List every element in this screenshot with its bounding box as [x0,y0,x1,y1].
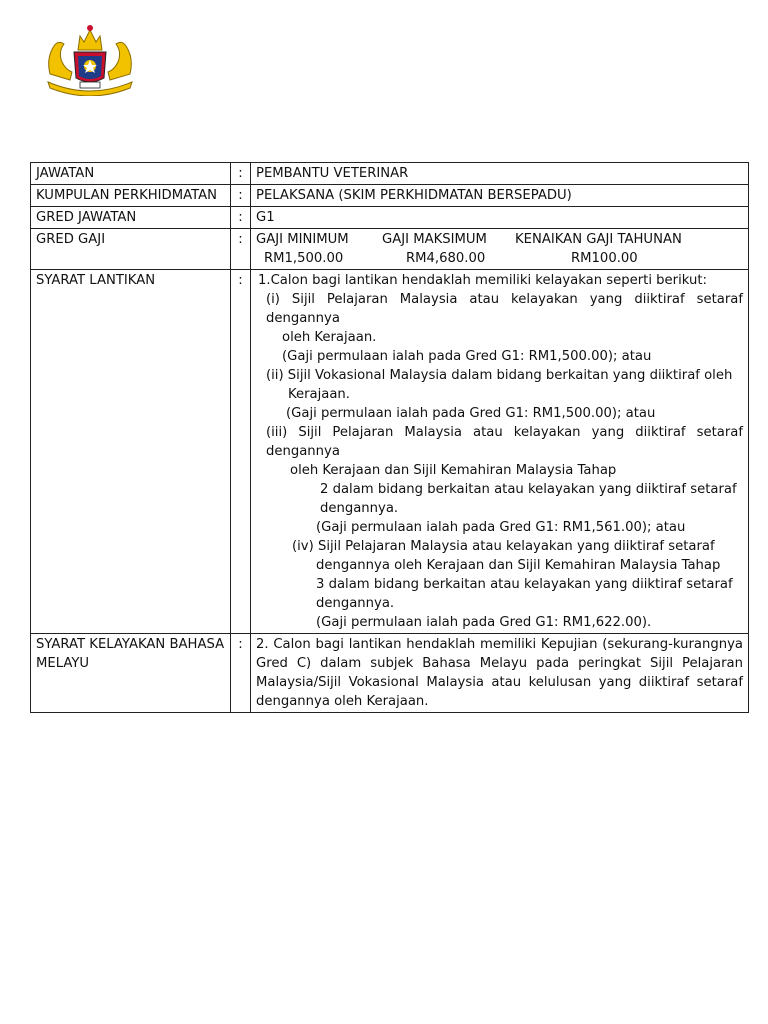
header-gaji-minimum: GAJI MINIMUM [256,232,349,247]
label-kumpulan: KUMPULAN PERKHIDMATAN [31,185,231,207]
row-gred-gaji [31,229,749,270]
row-syarat-lantikan [31,270,749,634]
separator: : [231,229,251,270]
condition-line: (iv) Sijil Pelajaran Malaysia atau kelayakan yang diiktiraf setaraf [292,539,715,554]
job-spec-table [30,162,749,713]
condition-line: Kerajaan. [288,387,350,402]
separator: : [231,163,251,185]
condition-line: 1.Calon bagi lantikan hendaklah memiliki kelayakan seperti berikut: [258,273,707,288]
salary-headers [256,230,743,249]
condition-line: oleh Kerajaan dan Sijil Kemahiran Malaysia Tahap [290,463,617,478]
condition-line: (iii) Sijil Pelajaran Malaysia atau kelayakan yang diiktiraf setaraf dengannya [266,425,743,459]
value-syarat-lantikan [251,270,749,634]
condition-line: 3 dalam bidang berkaitan atau kelayakan yang diiktiraf setaraf [316,577,733,592]
value-gred-gaji [251,229,749,270]
separator: : [231,207,251,229]
condition-line: 2 dalam bidang berkaitan atau kelayakan yang diiktiraf setaraf [320,482,737,497]
label-syarat-bahasa: SYARAT KELAYAKAN BAHASA MELAYU [31,634,231,713]
label-gred-gaji: GRED GAJI [31,229,231,270]
row-kumpulan [31,185,749,207]
value-syarat-bahasa: 2. Calon bagi lantikan hendaklah memiliki Kepujian (sekurang-kurangnya Gred C) dalam subjek Bahasa Melayu pada peringkat Sijil Pelajaran Malaysia/Sijil Vokasional Malaysia atau kelulusan yang diiktiraf setaraf dengannya oleh Kerajaan. [251,634,749,713]
condition-line: (Gaji permulaan ialah pada Gred G1: RM1,500.00); atau [282,349,652,364]
header-gaji-maksimum: GAJI MAKSIMUM [382,232,487,247]
label-syarat-lantikan: SYARAT LANTIKAN [31,270,231,634]
state-crest-logo [44,22,136,96]
label-jawatan: JAWATAN [31,163,231,185]
condition-line: dengannya oleh Kerajaan dan Sijil Kemahiran Malaysia Tahap [316,558,721,573]
label-gred-jawatan: GRED JAWATAN [31,207,231,229]
header-kenaikan-gaji: KENAIKAN GAJI TAHUNAN [515,232,682,247]
row-syarat-bahasa [31,634,749,713]
separator: : [231,185,251,207]
value-gaji-maksimum: RM4,680.00 [406,251,486,266]
condition-line: oleh Kerajaan. [282,330,377,345]
value-gred-jawatan: G1 [251,207,749,229]
condition-line: dengannya. [320,501,399,516]
separator: : [231,270,251,634]
salary-values [256,249,743,268]
condition-line: dengannya. [316,596,395,611]
value-jawatan: PEMBANTU VETERINAR [251,163,749,185]
condition-line: (Gaji permulaan ialah pada Gred G1: RM1,500.00); atau [286,406,656,421]
row-jawatan [31,163,749,185]
condition-line: (Gaji permulaan ialah pada Gred G1: RM1,622.00). [316,615,652,630]
condition-line: (Gaji permulaan ialah pada Gred G1: RM1,561.00); atau [316,520,686,535]
separator: : [231,634,251,713]
value-gaji-minimum: RM1,500.00 [264,251,344,266]
value-kenaikan-gaji: RM100.00 [571,251,638,266]
row-gred-jawatan [31,207,749,229]
condition-line: (ii) Sijil Vokasional Malaysia dalam bidang berkaitan yang diiktiraf oleh [266,368,733,383]
condition-line: (i) Sijil Pelajaran Malaysia atau kelayakan yang diiktiraf setaraf dengannya [266,292,743,326]
value-kumpulan: PELAKSANA (SKIM PERKHIDMATAN BERSEPADU) [251,185,749,207]
